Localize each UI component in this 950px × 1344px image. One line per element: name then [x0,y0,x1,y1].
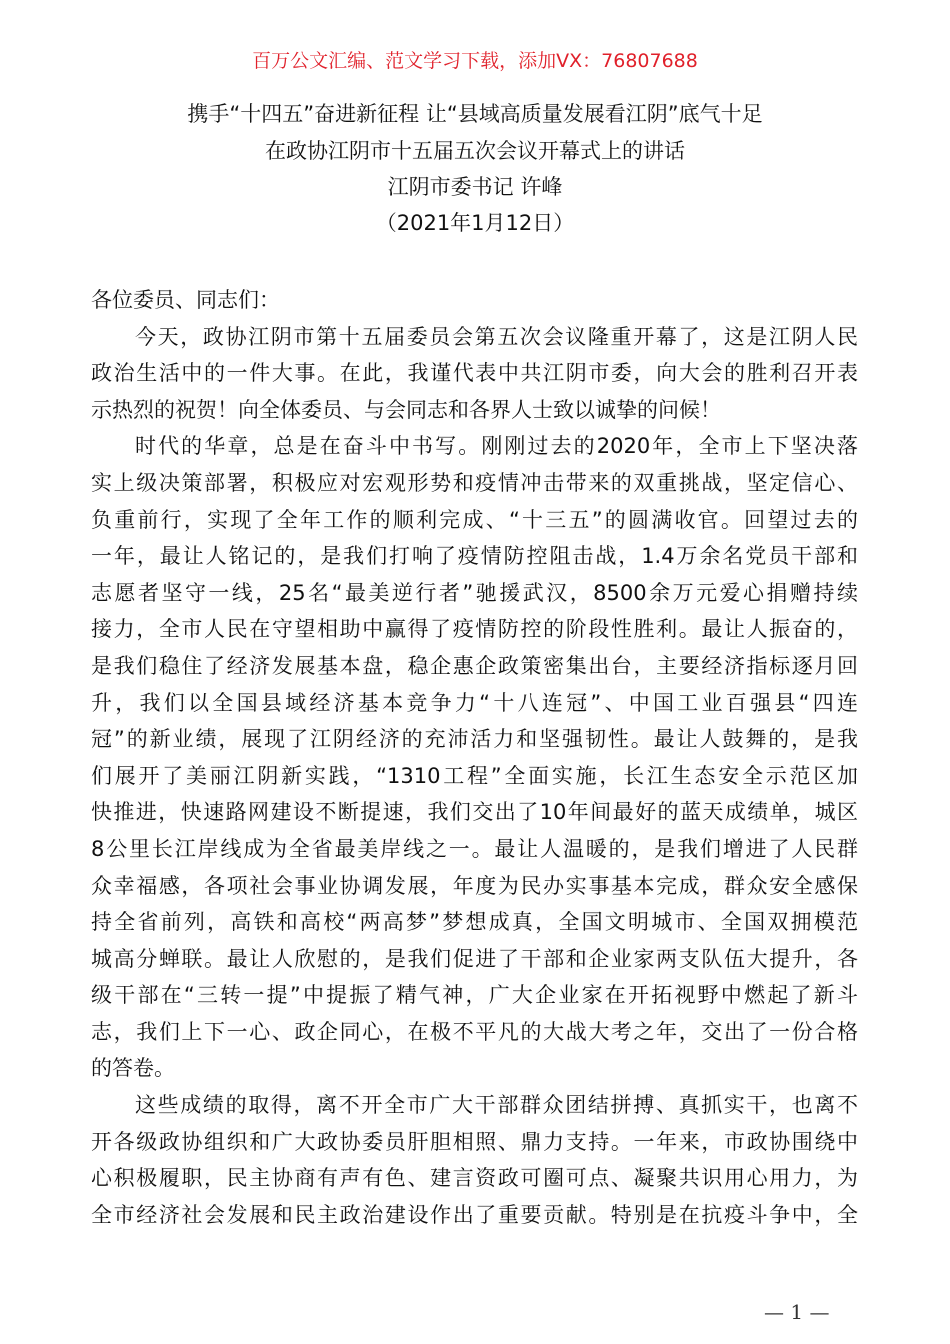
text-line: 8公里长江岸线成为全省最美岸线之一。最让人温暖的，是我们增进了人民群 [91,836,858,861]
text-line: 是我们稳住了经济发展基本盘，稳企惠企政策密集出台，主要经济指标逐月回 [91,653,858,678]
text-line: 冠”的新业绩，展现了江阴经济的充沛活力和坚强韧性。最让人鼓舞的，是我 [91,727,858,752]
text-line: 升，我们以全国县域经济基本竞争力“十八连冠”、中国工业百强县“四连 [91,690,858,715]
document-author: 江阴市委书记 许峰 [387,175,563,199]
watermark-banner: 百万公文汇编、范文学习下载，添加VX：76807688 [252,50,698,72]
text-line: 政治生活中的一件大事。在此，我谨代表中共江阴市委，向大会的胜利召开表 [91,361,858,386]
text-line: 时代的华章，总是在奋斗中书写。刚刚过去的2020年，全市上下坚决落 [135,434,858,459]
text-line: 实上级决策部署，积极应对宏观形势和疫情冲击带来的双重挑战，坚定信心、 [91,470,858,495]
text-line: 心积极履职，民主协商有声有色、建言资政可圈可点、凝聚共识用心用力，为 [91,1166,858,1191]
text-line: 志，我们上下一心、政企同心，在极不平凡的大战大考之年，交出了一份合格 [91,1019,858,1044]
document-title: 携手“十四五”奋进新征程 让“县域高质量发展看江阴”底气十足 [187,102,763,126]
text-line: 今天，政协江阴市第十五届委员会第五次会议隆重开幕了，这是江阴人民 [135,324,858,349]
text-line: 持全省前列，高铁和高校“两高梦”梦想成真，全国文明城市、全国双拥模范 [91,910,858,935]
text-line: 这些成绩的取得，离不开全市广大干部群众团结拼搏、真抓实干，也离不 [135,1093,858,1118]
text-line: 示热烈的祝贺！向全体委员、与会同志和各界人士致以诚挚的问候！ [91,397,721,422]
text-line: 众幸福感，各项社会事业协调发展，年度为民办实事基本完成，群众安全感保 [91,873,858,898]
document-date: （2021年1月12日） [375,211,575,235]
text-line: 志愿者坚守一线，25名“最美逆行者”驰援武汉，8500余万元爱心捐赠持续 [91,580,858,605]
text-line: 一年，最让人铭记的，是我们打响了疫情防控阻击战，1.4万余名党员干部和 [91,544,858,569]
text-line: 负重前行，实现了全年工作的顺利完成、“十三五”的圆满收官。回望过去的 [91,507,858,532]
document-body [91,282,858,1233]
text-line: 城高分蝉联。最让人欣慰的，是我们促进了干部和企业家两支队伍大提升，各 [91,946,858,971]
text-line: 各位委员、同志们： [91,288,280,312]
text-line: 接力，全市人民在守望相助中赢得了疫情防控的阶段性胜利。最让人振奋的， [91,617,858,642]
document-subtitle: 在政协江阴市十五届五次会议开幕式上的讲话 [265,139,685,163]
text-line: 的答卷。 [91,1056,175,1081]
text-line: 们展开了美丽江阴新实践，“1310工程”全面实施，长江生态安全示范区加 [91,763,858,788]
page-number: — 1 — [764,1300,830,1324]
text-line: 快推进，快速路网建设不断提速，我们交出了10年间最好的蓝天成绩单，城区 [91,800,858,825]
text-line: 全市经济社会发展和民主政治建设作出了重要贡献。特别是在抗疫斗争中，全 [91,1202,858,1227]
text-line: 开各级政协组织和广大政协委员肝胆相照、鼎力支持。一年来，市政协围绕中 [91,1129,858,1154]
text-line: 级干部在“三转一提”中提振了精气神，广大企业家在开拓视野中燃起了新斗 [91,983,858,1008]
